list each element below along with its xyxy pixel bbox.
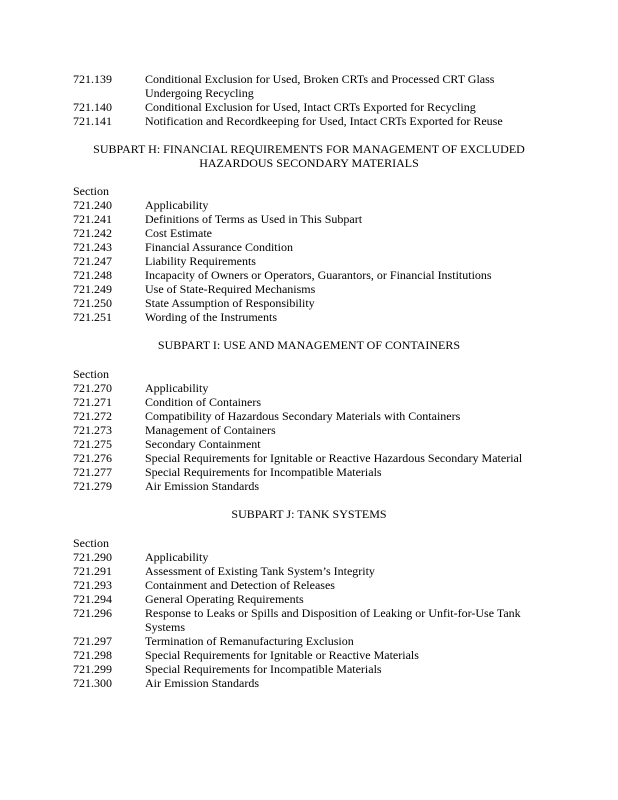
section-title: Special Requirements for Incompatible Materials (145, 662, 382, 676)
section-title: Secondary Containment (145, 437, 261, 451)
toc-entry (0, 606, 618, 634)
section-number: 721.248 (73, 268, 112, 282)
section-title: Assessment of Existing Tank System’s Integrity (145, 564, 375, 578)
section-number: 721.242 (73, 226, 112, 240)
section-number: 721.279 (73, 479, 112, 493)
subpart-j-entries (0, 550, 618, 690)
section-title: Air Emission Standards (145, 676, 259, 690)
section-number: 721.139 (73, 72, 112, 86)
section-number: 721.272 (73, 409, 112, 423)
section-title: Incapacity of Owners or Operators, Guarantors, or Financial Institutions (145, 268, 492, 282)
toc-entry (0, 282, 618, 296)
toc-entry (0, 72, 618, 100)
section-number: 721.293 (73, 578, 112, 592)
toc-entry (0, 451, 618, 465)
section-number: 721.294 (73, 592, 112, 606)
toc-entry (0, 198, 618, 212)
section-title: Applicability (145, 198, 209, 212)
section-title: General Operating Requirements (145, 592, 304, 606)
section-number: 721.275 (73, 437, 112, 451)
section-title: Cost Estimate (145, 226, 212, 240)
section-title: Response to Leaks or Spills and Disposition of Leaking or Unfit-for-Use Tank Systems (145, 606, 521, 634)
toc-entry (0, 479, 618, 493)
section-number: 721.273 (73, 423, 112, 437)
toc-entry (0, 226, 618, 240)
subpart-heading-h: SUBPART H: FINANCIAL REQUIREMENTS FOR MANAGEMENT OF EXCLUDED HAZARDOUS SECONDARY MATERIALS (93, 142, 525, 170)
section-title: Termination of Remanufacturing Exclusion (145, 634, 354, 648)
section-number: 721.247 (73, 254, 112, 268)
toc-entry (0, 676, 618, 690)
section-title: Compatibility of Hazardous Secondary Materials with Containers (145, 409, 461, 423)
section-title: Conditional Exclusion for Used, Broken CRTs and Processed CRT Glass Undergoing Recycling (145, 72, 495, 100)
section-label: Section (73, 184, 109, 198)
section-number: 721.296 (73, 606, 112, 620)
toc-entry (0, 564, 618, 578)
top-entries (0, 72, 618, 128)
toc-entry (0, 592, 618, 606)
section-number: 721.300 (73, 676, 112, 690)
section-number: 721.277 (73, 465, 112, 479)
section-number: 721.241 (73, 212, 112, 226)
section-title: State Assumption of Responsibility (145, 296, 315, 310)
toc-entry (0, 578, 618, 592)
section-title: Condition of Containers (145, 395, 261, 409)
toc-entry (0, 662, 618, 676)
section-title: Applicability (145, 550, 209, 564)
toc-entry (0, 423, 618, 437)
section-title: Containment and Detection of Releases (145, 578, 335, 592)
toc-entry (0, 465, 618, 479)
section-label: Section (73, 367, 109, 381)
toc-entry (0, 212, 618, 226)
toc-entry (0, 409, 618, 423)
toc-entry (0, 240, 618, 254)
section-number: 721.276 (73, 451, 112, 465)
toc-entry (0, 114, 618, 128)
toc-entry (0, 381, 618, 395)
section-number: 721.271 (73, 395, 112, 409)
toc-entry (0, 268, 618, 282)
section-number: 721.250 (73, 296, 112, 310)
section-number: 721.140 (73, 100, 112, 114)
section-number: 721.141 (73, 114, 112, 128)
toc-entry (0, 395, 618, 409)
section-number: 721.290 (73, 550, 112, 564)
section-label: Section (73, 536, 109, 550)
toc-entry (0, 648, 618, 662)
section-number: 721.298 (73, 648, 112, 662)
subpart-heading-i: SUBPART I: USE AND MANAGEMENT OF CONTAINERS (157, 338, 461, 352)
section-number: 721.251 (73, 310, 112, 324)
toc-entry (0, 634, 618, 648)
section-title: Use of State-Required Mechanisms (145, 282, 316, 296)
toc-entry (0, 100, 618, 114)
section-number: 721.291 (73, 564, 112, 578)
section-title: Financial Assurance Condition (145, 240, 293, 254)
section-title: Wording of the Instruments (145, 310, 278, 324)
subpart-i-entries (0, 381, 618, 493)
section-title: Air Emission Standards (145, 479, 259, 493)
section-title: Special Requirements for Ignitable or Reactive Materials (145, 648, 419, 662)
subpart-heading-j: SUBPART J: TANK SYSTEMS (231, 507, 387, 521)
toc-entry (0, 550, 618, 564)
section-number: 721.249 (73, 282, 112, 296)
subpart-h-entries (0, 198, 618, 324)
section-number: 721.299 (73, 662, 112, 676)
section-title: Applicability (145, 381, 209, 395)
section-title: Conditional Exclusion for Used, Intact CRTs Exported for Recycling (145, 100, 476, 114)
toc-entry (0, 296, 618, 310)
toc-entry (0, 437, 618, 451)
section-title: Liability Requirements (145, 254, 256, 268)
section-number: 721.240 (73, 198, 112, 212)
section-number: 721.297 (73, 634, 112, 648)
toc-entry (0, 310, 618, 324)
section-title: Notification and Recordkeeping for Used, Intact CRTs Exported for Reuse (145, 114, 503, 128)
section-number: 721.243 (73, 240, 112, 254)
section-number: 721.270 (73, 381, 112, 395)
section-title: Management of Containers (145, 423, 276, 437)
section-title: Definitions of Terms as Used in This Subpart (145, 212, 363, 226)
section-title: Special Requirements for Ignitable or Reactive Hazardous Secondary Material (145, 451, 523, 465)
toc-entry (0, 254, 618, 268)
section-title: Special Requirements for Incompatible Materials (145, 465, 382, 479)
